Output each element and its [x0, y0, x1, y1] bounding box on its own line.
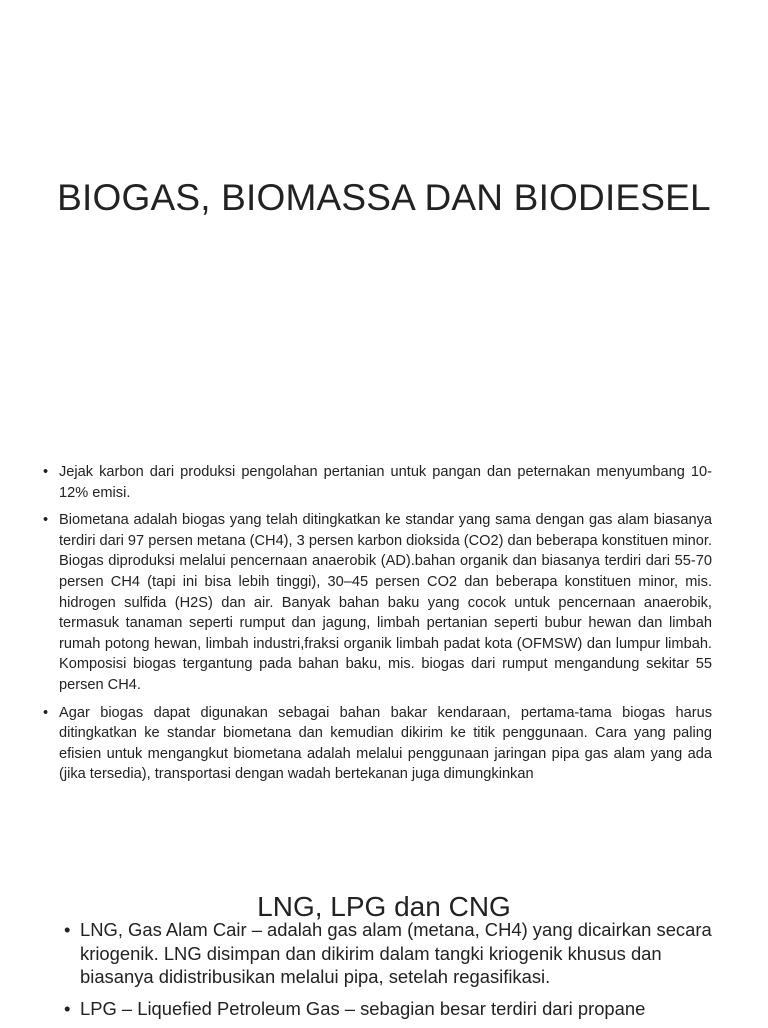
gas-bullet-list [62, 918, 722, 1028]
bullet-item [62, 997, 722, 1021]
bullet-item [40, 510, 712, 695]
bullet-marker: • [43, 512, 49, 529]
bullet-item [40, 462, 712, 503]
bullet-marker: • [43, 464, 49, 480]
bullet-text: LNG, Gas Alam Cair – adalah gas alam (metana, CH4) yang dicairkan secara kriogenik. LNG disimpan dan dikirim dalam tangki kriogenik khusus dan biasanya didistribusikan melalui pipa, setelah regasifikasi. [80, 919, 712, 987]
bullet-marker: • [64, 919, 71, 940]
bullet-text: Biometana adalah biogas yang telah ditingkatkan ke standar yang sama dengan gas alam biasanya terdiri dari 97 persen metana (CH4), 3 persen karbon dioksida (CO2) dan beberapa konstituen minor. Biogas diproduksi melalui pencernaan anaerobik (AD).bahan organik dan biasanya terdiri dari 55-70 persen CH4 (tapi ini bisa lebih tinggi), 30–45 persen CO2 dan beberapa konstituen minor, mis. hidrogen sulfida (H2S) dan air. Banyak bahan baku yang cocok untuk pencernaan anaerobik, termasuk tanaman seperti rumput dan jagung, limbah pertanian seperti bubur hewan dan limbah rumah potong hewan, limbah industri,fraksi organik limbah padat kota (OFMSW) dan lumpur limbah. Komposisi biogas tergantung pada bahan baku, mis. biogas dari rumput mengandung sekitar 55 persen CH4. [59, 512, 713, 693]
title-slide [0, 0, 768, 450]
slide-title: BIOGAS, BIOMASSA DAN BIODIESEL [57, 176, 711, 218]
bullet-marker: • [64, 997, 71, 1019]
bullet-text: Jejak karbon dari produksi pengolahan pertanian untuk pangan dan peternakan menyumbang 10-12% emisi. [59, 464, 712, 501]
bullet-item [62, 918, 722, 989]
bullet-text: LPG – Liquefied Petroleum Gas – sebagian besar terdiri dari propane [80, 997, 646, 1019]
biogas-bullet-list [40, 462, 712, 792]
section-title: LNG, LPG dan CNG [257, 891, 511, 923]
bullet-text: Agar biogas dapat digunakan sebagai bahan bakar kendaraan, pertama-tama biogas harus ditingkatkan ke standar biometana dan kemudian dikirim ke titik penggunaan. Cara yang paling efisien untuk mengangkut biometana adalah melalui penggunaan jaringan pipa gas alam yang ada (jika tersedia), transportasi dengan wadah bertekanan juga dimungkinkan [59, 704, 712, 783]
bullet-marker: • [43, 704, 49, 721]
bullet-item [40, 703, 712, 785]
